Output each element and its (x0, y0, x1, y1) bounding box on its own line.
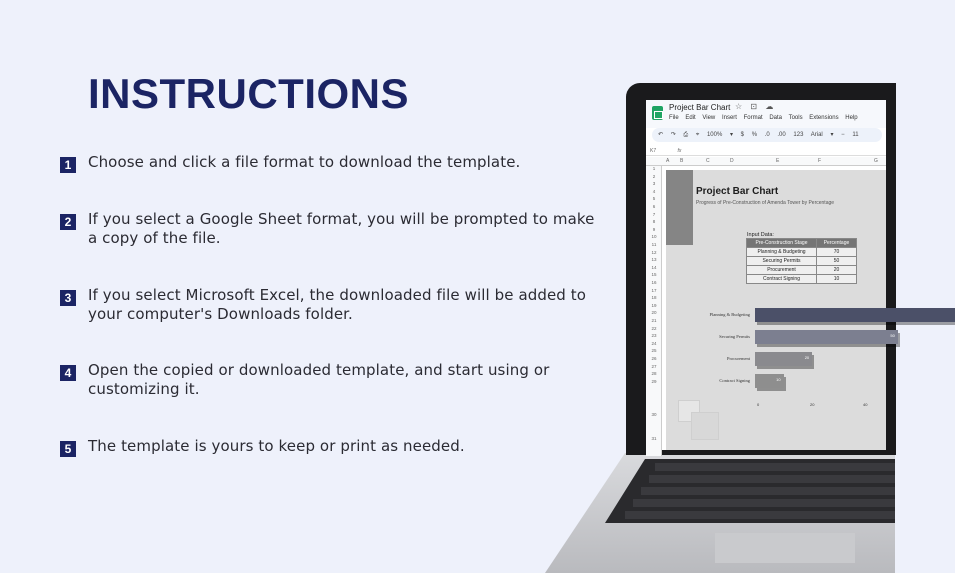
table-cell[interactable]: Procurement (747, 266, 817, 275)
table-cell[interactable]: Securing Permits (747, 257, 817, 266)
row-header[interactable]: 7 (652, 211, 656, 217)
table-cell[interactable]: 70 (817, 248, 857, 257)
bar-category-label: Securing Permits (719, 334, 750, 339)
row-header[interactable]: 11 (651, 242, 657, 247)
row-header[interactable]: 2 (652, 173, 656, 179)
row-header[interactable]: 3 (652, 181, 656, 187)
number-format-button[interactable]: 123 (793, 132, 804, 138)
menu-format[interactable]: Format (743, 115, 763, 121)
print-icon[interactable]: ⎙ (683, 132, 689, 138)
x-tick-label: 40 (863, 402, 868, 407)
input-data-label: Input Data: (747, 232, 774, 238)
title-accent-bar (666, 170, 693, 245)
column-header[interactable]: E (776, 158, 780, 164)
row-header[interactable]: 12 (651, 249, 657, 255)
increase-decimal-button[interactable]: .00 (777, 132, 786, 138)
row-header[interactable]: 9 (652, 226, 656, 232)
menu-extensions[interactable]: Extensions (809, 115, 839, 121)
row-header[interactable]: 20 (651, 310, 657, 316)
row-header[interactable]: 15 (651, 272, 657, 278)
bar-category-label: Contract Signing (719, 378, 750, 383)
instructions-heading: INSTRUCTIONS (88, 70, 409, 117)
paint-format-icon[interactable]: ⌖ (695, 132, 700, 138)
step-number-badge: 1 (60, 157, 76, 173)
table-cell[interactable]: Planning & Budgeting (747, 248, 817, 257)
document-title[interactable]: Project Bar Chart (669, 103, 731, 112)
table-row (747, 257, 857, 266)
row-header[interactable]: 24 (651, 340, 657, 346)
name-box[interactable]: K7 (650, 148, 657, 154)
menu-file[interactable]: File (669, 115, 679, 121)
step-text: If you select Microsoft Excel, the downloaded file will be added to your computer's Downloads folder. (88, 286, 587, 323)
font-select[interactable]: Arial (810, 132, 823, 138)
input-data-table (746, 238, 857, 284)
fx-icon: fx (677, 148, 682, 154)
column-header[interactable]: G (874, 158, 878, 164)
chart-title: Project Bar Chart (696, 186, 779, 197)
bar-value-label: 10 (776, 377, 781, 382)
menu-insert[interactable]: Insert (721, 115, 737, 121)
row-header[interactable]: 29 (651, 378, 657, 384)
bar-value-label: 50 (890, 333, 895, 338)
formula-bar (646, 146, 886, 156)
menu-edit[interactable]: Edit (685, 115, 696, 121)
row-header[interactable]: 26 (651, 356, 657, 361)
menu-bar (669, 115, 863, 121)
step-text: The template is yours to keep or print as needed. (88, 437, 465, 455)
star-move-cloud-icons[interactable]: ☆ ⊡ ☁ (735, 102, 777, 111)
row-header[interactable]: 13 (651, 257, 657, 263)
row-header[interactable]: 10 (651, 234, 657, 240)
menu-tools[interactable]: Tools (788, 115, 803, 121)
table-cell[interactable]: Contract Signing (747, 275, 817, 284)
percent-button[interactable]: % (751, 132, 758, 138)
decorative-square (691, 412, 719, 440)
zoom-select[interactable]: 100% (706, 132, 723, 138)
column-header[interactable]: D (730, 158, 734, 164)
column-header[interactable]: A (666, 158, 670, 164)
chevron-down-icon[interactable]: ▾ (729, 132, 733, 138)
step-number-badge: 4 (60, 365, 76, 381)
x-tick-label: 20 (810, 402, 815, 407)
step-1 (60, 153, 600, 173)
step-number-badge: 2 (60, 214, 76, 230)
column-headers (646, 157, 886, 166)
decrease-decimal-button[interactable]: .0 (764, 132, 770, 138)
step-text: If you select a Google Sheet format, you will be prompted to make a copy of the file. (88, 210, 595, 247)
row-header[interactable]: 27 (651, 363, 657, 369)
table-row (747, 248, 857, 257)
column-header[interactable]: F (818, 158, 822, 164)
undo-icon[interactable]: ↶ (658, 132, 664, 138)
bar-category-label: Planning & Budgeting (709, 312, 750, 317)
row-header[interactable]: 31 (651, 436, 657, 441)
table-cell[interactable]: 20 (817, 266, 857, 275)
step-5 (60, 437, 600, 457)
laptop-screen (646, 100, 895, 450)
row-header[interactable]: 4 (652, 188, 656, 194)
google-sheets-logo-icon (652, 106, 663, 120)
row-header[interactable]: 28 (651, 371, 657, 377)
bar[interactable] (755, 330, 898, 344)
column-header[interactable]: B (680, 158, 684, 164)
bar-category-label: Procurement (727, 356, 750, 361)
sheets-header (646, 100, 886, 128)
table-row (747, 275, 857, 284)
step-3 (60, 286, 600, 324)
bar[interactable] (755, 374, 784, 388)
x-tick-label: 0 (757, 402, 760, 407)
row-header[interactable]: 25 (651, 348, 657, 354)
step-text: Choose and click a file format to download the template. (88, 153, 521, 171)
font-size-decrease-button[interactable]: − (841, 132, 845, 138)
table-cell[interactable]: 50 (817, 257, 857, 266)
row-header[interactable]: 17 (651, 287, 657, 293)
redo-icon[interactable]: ↷ (670, 132, 676, 138)
row-headers (646, 166, 662, 456)
row-header[interactable]: 23 (651, 333, 657, 339)
row-header[interactable]: 5 (652, 196, 656, 202)
currency-button[interactable]: $ (740, 132, 745, 138)
table-row (747, 266, 857, 275)
row-header[interactable]: 1 (652, 166, 656, 171)
table-header[interactable]: Pre-Construction Stage (747, 239, 817, 248)
row-header[interactable]: 18 (651, 295, 657, 301)
step-number-badge: 5 (60, 441, 76, 457)
font-size-input[interactable]: 11 (852, 132, 859, 138)
row-header[interactable]: 6 (652, 204, 656, 209)
column-header[interactable]: C (706, 158, 710, 164)
chevron-down-icon[interactable]: ▾ (830, 132, 834, 138)
laptop-keyboard-base (545, 453, 895, 573)
row-header[interactable]: 19 (651, 302, 657, 308)
row-header[interactable]: 16 (651, 280, 657, 285)
row-header[interactable]: 30 (651, 412, 657, 417)
row-header[interactable]: 22 (651, 325, 657, 331)
bar-value-label: 20 (804, 355, 810, 360)
step-text: Open the copied or downloaded template, and start using or customizing it. (88, 361, 550, 398)
table-header[interactable]: Percentage (817, 239, 857, 248)
bar[interactable] (755, 308, 955, 322)
step-number-badge: 3 (60, 290, 76, 306)
menu-view[interactable]: View (702, 115, 716, 121)
chart-subtitle: Progress of Pre-Construction of Amenda Tower by Percentage (696, 200, 835, 206)
bar[interactable] (755, 352, 812, 366)
template-sheet (666, 170, 895, 450)
row-header[interactable]: 14 (651, 264, 657, 270)
table-cell[interactable]: 10 (817, 275, 857, 284)
step-4 (60, 361, 600, 399)
row-header[interactable]: 21 (651, 318, 657, 323)
toolbar (652, 128, 882, 142)
menu-data[interactable]: Data (769, 115, 782, 121)
menu-help[interactable]: Help (845, 115, 858, 121)
row-header[interactable]: 8 (652, 219, 656, 225)
step-2 (60, 210, 600, 248)
